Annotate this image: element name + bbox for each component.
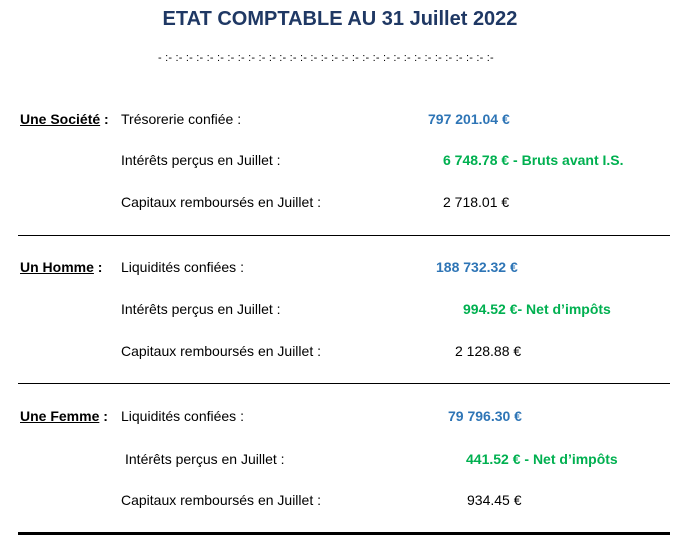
- page-title: ETAT COMPTABLE AU 31 Juillet 2022: [162, 8, 518, 30]
- row-value: 79 796.30 €: [448, 408, 522, 424]
- row-label: Capitaux remboursés en Juillet :: [121, 343, 321, 359]
- section-label-femme: [20, 408, 108, 424]
- section-name: Une Société: [20, 111, 101, 127]
- row-value: 2 718.01 €: [443, 194, 510, 210]
- row-value: 994.52 €- Net d’impôts: [463, 301, 611, 317]
- row-label: Liquidités confiées :: [121, 408, 244, 424]
- row-value: 188 732.32 €: [436, 259, 518, 275]
- row-value: 441.52 € - Net d’impôts: [466, 451, 618, 467]
- section-label-homme: [20, 259, 102, 275]
- row-value: 6 748.78 € - Bruts avant I.S.: [443, 152, 624, 168]
- section-colon: :: [97, 259, 103, 275]
- row-label: Trésorerie confiée :: [121, 111, 242, 127]
- section-colon: :: [103, 408, 108, 424]
- row-label: Capitaux remboursés en Juillet :: [121, 492, 321, 508]
- row-value: 2 128.88 €: [455, 343, 522, 359]
- decorative-separator: - :- :- :- :- :- :- :- :- :- :- :- :- :- :- :- :- :- :- :- :- :- :- :- :- :- :- :- :- :- :- :- :-: [158, 52, 494, 64]
- row-label: Capitaux remboursés en Juillet :: [121, 194, 321, 210]
- section-divider: [18, 383, 670, 384]
- section-divider: [18, 235, 670, 236]
- row-label: Intérêts perçus en Juillet :: [121, 301, 281, 317]
- section-colon: :: [104, 111, 109, 127]
- row-value: 797 201.04 €: [428, 111, 510, 127]
- section-label-societe: [20, 111, 109, 127]
- row-label: Intérêts perçus en Juillet :: [125, 451, 285, 467]
- row-value: 934.45 €: [467, 492, 522, 508]
- row-label: Intérêts perçus en Juillet :: [121, 152, 281, 168]
- bottom-divider: [18, 532, 670, 535]
- section-name: Un Homme: [20, 259, 94, 275]
- section-name: Une Femme: [20, 408, 100, 424]
- row-label: Liquidités confiées :: [121, 259, 244, 275]
